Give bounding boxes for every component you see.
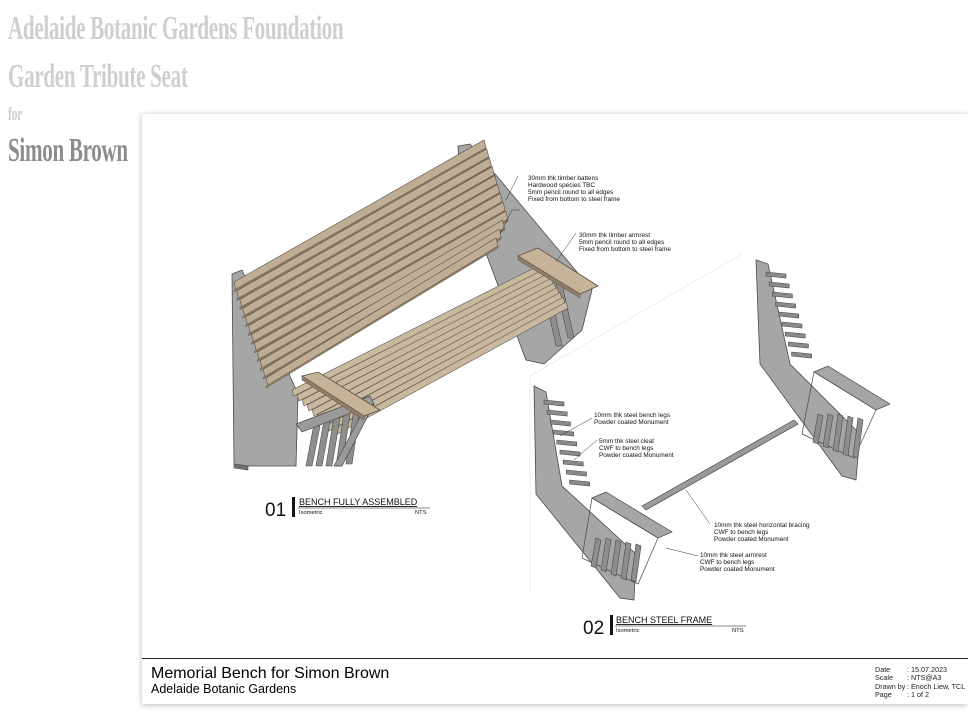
- title-block: [142, 658, 968, 705]
- header-honoree-name: Simon Brown: [8, 132, 128, 169]
- header-project-name: Garden Tribute Seat: [8, 58, 188, 95]
- svg-text:Isometric: Isometric: [616, 628, 640, 634]
- annotation-timber-armrest: [556, 232, 671, 262]
- drawing-title: Memorial Bench for Simon Brown: [151, 665, 390, 682]
- annotation-steel-legs: [560, 412, 670, 436]
- svg-text:10mm thk steel horizontal brac: 10mm thk steel horizontal bracing: [714, 522, 810, 529]
- view-01-label: [265, 497, 430, 521]
- svg-text:02: 02: [583, 618, 605, 639]
- svg-text:Fixed from bottom to steel fra: Fixed from bottom to steel frame: [579, 246, 671, 253]
- date-label: Date: [875, 665, 891, 674]
- svg-text:NTS: NTS: [415, 510, 427, 516]
- view-02-label: [583, 615, 746, 639]
- svg-text:Powder coated Monument: Powder coated Monument: [714, 536, 789, 543]
- svg-text:01: 01: [265, 500, 287, 521]
- svg-text:Hardwood species TBC: Hardwood species TBC: [528, 182, 596, 189]
- header-foundation-name: Adelaide Botanic Gardens Foundation: [8, 10, 344, 47]
- frame-front-slat: [563, 460, 583, 466]
- svg-text:5mm pencil round to all edges: 5mm pencil round to all edges: [579, 239, 665, 246]
- svg-text:Isometric: Isometric: [299, 510, 323, 516]
- svg-text:Powder coated Monument: Powder coated Monument: [700, 566, 775, 573]
- frame-back-slat: [788, 342, 808, 348]
- frame-back-slat: [782, 322, 802, 328]
- frame-front-slat: [554, 430, 574, 436]
- annotation-steel-cleat: [574, 438, 674, 460]
- scale-value: : NTS@A3: [907, 673, 942, 683]
- drawn-by-label: Drawn by: [875, 681, 906, 691]
- frame-front-slat: [566, 470, 586, 476]
- drawing-subtitle: Adelaide Botanic Gardens: [151, 682, 297, 696]
- frame-back-slat: [792, 352, 812, 358]
- svg-text:BENCH FULLY ASSEMBLED: BENCH FULLY ASSEMBLED: [299, 497, 418, 507]
- svg-text:5mm thk steel cleat: 5mm thk steel cleat: [599, 438, 655, 445]
- frame-front-slat: [550, 420, 570, 426]
- svg-text:Powder coated Monument: Powder coated Monument: [594, 419, 669, 426]
- horizontal-bracing: [642, 420, 798, 510]
- frame-back-slat: [779, 312, 799, 318]
- svg-text:10mm thk steel armrest: 10mm thk steel armrest: [700, 552, 767, 559]
- annotation-steel-armrest: [666, 548, 775, 573]
- drawing-sheet: [142, 114, 968, 704]
- annotation-horizontal-bracing: [686, 490, 810, 543]
- svg-text:CWF to bench legs: CWF to bench legs: [599, 445, 654, 452]
- svg-text:30mm thk timber battens: 30mm thk timber battens: [528, 175, 599, 182]
- svg-text:30mm thk timber armrest: 30mm thk timber armrest: [579, 232, 651, 239]
- page-value: : 1 of 2: [907, 690, 929, 700]
- svg-text:10mm thk steel bench legs: 10mm thk steel bench legs: [594, 412, 671, 419]
- frame-back-slat: [776, 302, 796, 308]
- frame-front-slat: [557, 440, 577, 446]
- date-value: : 15.07.2023: [907, 665, 947, 674]
- svg-text:Fixed from bottom to steel fra: Fixed from bottom to steel frame: [528, 196, 620, 203]
- frame-back-slat: [785, 332, 805, 338]
- drawing-canvas: [142, 114, 968, 659]
- svg-text:CWF to bench legs: CWF to bench legs: [700, 559, 755, 566]
- svg-text:Powder coated Monument: Powder coated Monument: [599, 452, 674, 459]
- svg-text:CWF to bench legs: CWF to bench legs: [714, 529, 769, 536]
- svg-text:NTS: NTS: [732, 628, 744, 634]
- drawn-by-value: : Enoch Liew, TCL: [907, 681, 966, 691]
- page-label: Page: [875, 690, 892, 700]
- drawing-info: [875, 666, 965, 700]
- svg-text:5mm pencil round to all edges: 5mm pencil round to all edges: [528, 189, 614, 196]
- header-for: for: [8, 104, 23, 125]
- scale-label: Scale: [875, 673, 893, 683]
- frame-front-slat: [560, 450, 580, 456]
- svg-text:BENCH STEEL FRAME: BENCH STEEL FRAME: [616, 615, 713, 625]
- frame-front-slat: [570, 480, 590, 486]
